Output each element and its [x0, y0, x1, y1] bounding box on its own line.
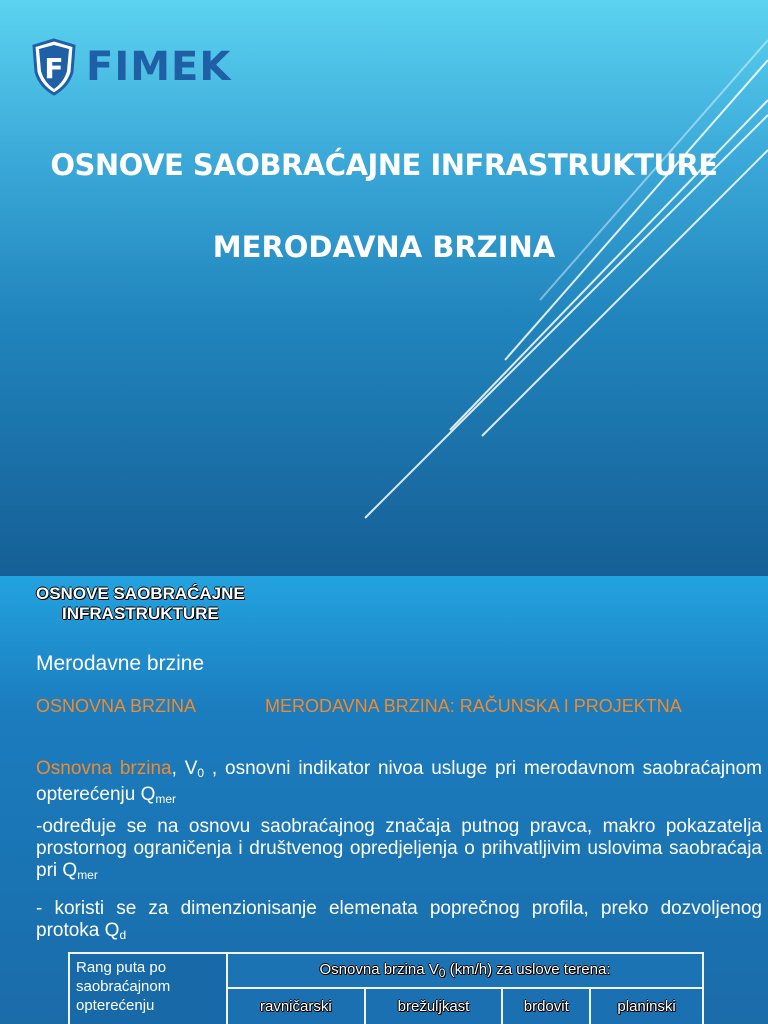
slide-heading: [36, 584, 245, 624]
paragraph-2: [36, 816, 762, 886]
link-merodavna-brzina[interactable]: MERODAVNA BRZINA: RAČUNSKA I PROJEKTNA: [265, 696, 682, 716]
logo-letter: F: [44, 52, 64, 85]
content-slide: [0, 576, 768, 1024]
p3-sub: d: [119, 928, 127, 942]
p2-text: -određuje se na osnovu saobraćajnog značaja putnog pravca, makro pokazatelja prostornog ograničenja i društvenog opredjeljenja o prihvatljivim uslovima saobraćaja pri Q: [36, 816, 762, 881]
slide-title: OSNOVE SAOBRAĆAJNE INFRASTRUKTURE: [50, 148, 718, 182]
speed-header-a: Osnovna brzina V: [319, 960, 439, 978]
logo-wordmark: FIMEK: [86, 44, 232, 90]
terrain-ravnicarski: ravničarski: [227, 988, 365, 1024]
rank-header-cell: Rang puta po saobraćajnom opterećenju: [69, 953, 227, 1024]
link-osnovna-brzina[interactable]: OSNOVNA BRZINA: [36, 696, 197, 716]
p2-sub: mer: [77, 868, 98, 882]
p1-sub-a: 0: [197, 766, 205, 780]
speed-header-sub: 0: [438, 965, 446, 980]
table-row: [69, 953, 703, 988]
p1-text-b: , osnovni indikator nivoa usluge pri merodavnom saobraćajnom opterećenju Q: [36, 758, 762, 805]
highlight-term: Osnovna brzina: [36, 758, 172, 779]
deco-line: [482, 150, 768, 436]
paragraph-1: [36, 758, 762, 810]
paragraph-3: [36, 898, 762, 946]
shield-icon: [32, 38, 76, 96]
speed-header-cell: [227, 953, 703, 988]
speed-header-b: (km/h) za uslove terena:: [445, 960, 611, 978]
terrain-brdovit: brdovit: [502, 988, 590, 1024]
p3-text: - koristi se za dimenzionisanje elemenata poprečnog profila, preko dozvoljenog protoka Q: [36, 898, 762, 941]
heading-line-1: OSNOVE SAOBRAĆAJNE: [36, 584, 245, 603]
heading-line-2: INFRASTRUKTURE: [62, 604, 219, 623]
deco-line: [505, 60, 768, 360]
slide-subheading: Merodavne brzine: [36, 652, 205, 675]
fimek-logo: [32, 38, 231, 96]
terrain-planinski: planinski: [590, 988, 703, 1024]
terrain-brezuljkast: brežuljkast: [365, 988, 503, 1024]
speed-table: [68, 952, 704, 1024]
p1-sub-b: mer: [155, 792, 177, 806]
slide-subtitle: MERODAVNA BRZINA: [212, 230, 556, 264]
p1-text-a: , V: [171, 758, 198, 779]
